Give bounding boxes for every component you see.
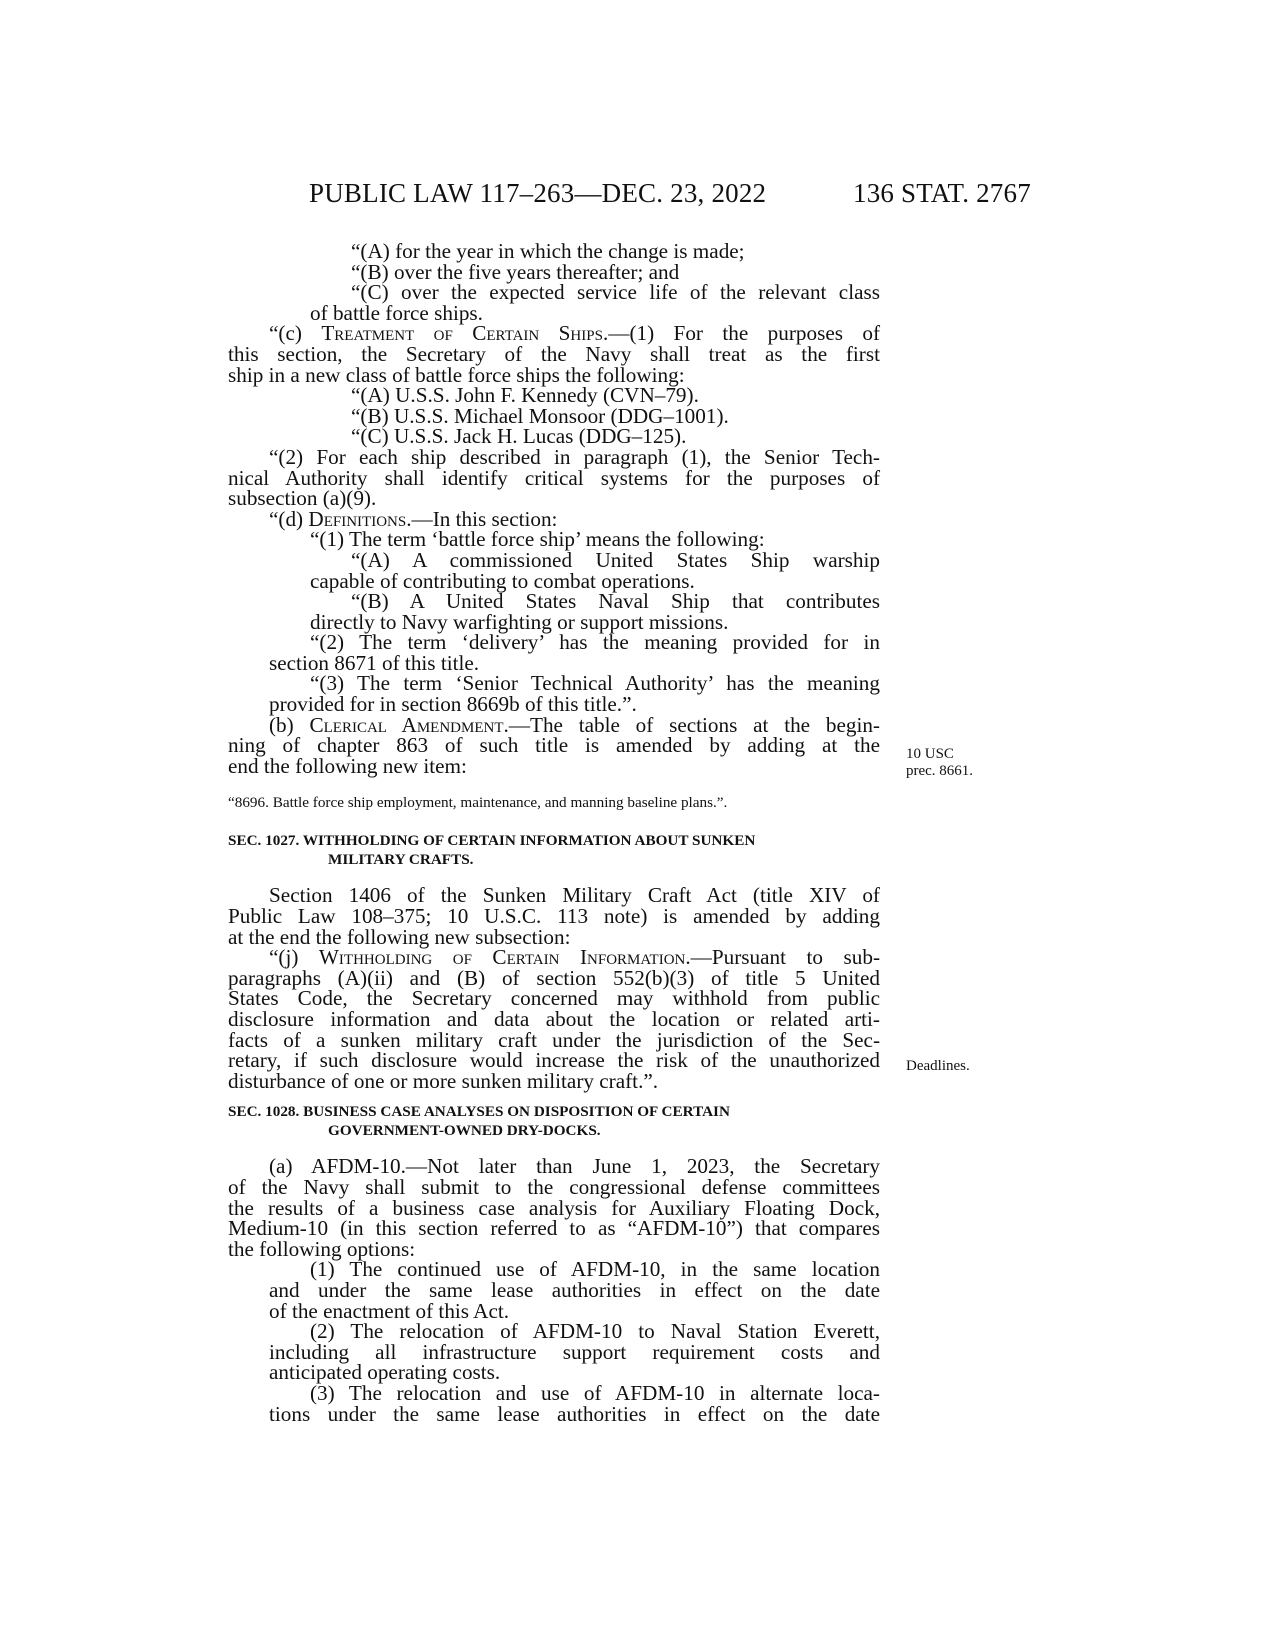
section-heading-line: MILITARY CRAFTS.: [328, 850, 474, 868]
text-segment: “(j): [269, 945, 319, 970]
text-segment: .—In this section:: [406, 506, 558, 531]
text-line: “(1) The term ‘battle force ship’ means the following:: [310, 527, 765, 552]
text-line: directly to Navy warfighting or support missions.: [310, 609, 729, 634]
text-line: at the end the following new subsection:: [228, 924, 571, 949]
subsection-heading-line: [228, 506, 880, 531]
running-header-page: 136 STAT. 2767: [853, 178, 1031, 208]
text-line: States Code, the Secretary concerned may withhold from public: [228, 986, 880, 1011]
text-segment: “(d): [269, 506, 309, 531]
text-segment: (b): [269, 712, 310, 737]
margin-note-usc-line2: prec. 8661.: [906, 763, 974, 779]
text-line: “(B) A United States Naval Ship that contributes: [351, 589, 880, 614]
text-line: capable of contributing to combat operations.: [310, 568, 695, 593]
text-line: ship in a new class of battle force ships the following:: [228, 362, 685, 387]
text-line: “(B) over the five years thereafter; and: [351, 259, 680, 284]
text-line: “(A) for the year in which the change is made;: [351, 239, 745, 263]
text-line: end the following new item:: [228, 753, 467, 778]
text-line: including all infrastructure support requirement costs and: [269, 1339, 880, 1364]
text-line: this section, the Secretary of the Navy shall treat as the first: [228, 341, 880, 366]
text-segment: .—(1) For the purposes of: [602, 321, 881, 346]
section-heading-line: SEC. 1027. WITHHOLDING OF CERTAIN INFORMATION ABOUT SUNKEN: [228, 832, 756, 850]
text-line: disturbance of one or more sunken military craft.”.: [228, 1068, 659, 1093]
document-body: [228, 241, 880, 1424]
subsection-heading: Clerical Amendment: [309, 712, 504, 737]
text-line: “(C) over the expected service life of the relevant class: [351, 280, 880, 305]
text-line: Medium-10 (in this section referred to as “AFDM-10”) that compares: [228, 1216, 880, 1241]
text-segment: “(c): [269, 321, 322, 346]
text-line: subsection (a)(9).: [228, 486, 377, 511]
text-line: Public Law 108–375; 10 U.S.C. 113 note) is amended by adding: [228, 904, 880, 929]
subsection-heading-line: [228, 712, 880, 737]
text-line: of the Navy shall submit to the congressional defense committees: [228, 1174, 880, 1199]
text-line: paragraphs (A)(ii) and (B) of section 552(b)(3) of title 5 United: [228, 965, 880, 990]
text-line: anticipated operating costs.: [269, 1360, 501, 1385]
text-line: (1) The continued use of AFDM-10, in the same location: [310, 1257, 880, 1282]
text-line: section 8671 of this title.: [269, 650, 480, 675]
text-line: “(2) The term ‘delivery’ has the meaning provided for in: [310, 630, 880, 655]
subsection-heading: Withholding of Certain Information: [318, 945, 686, 970]
margin-note-deadlines: Deadlines.: [906, 1058, 970, 1074]
text-line: nical Authority shall identify critical systems for the purposes of: [228, 465, 880, 490]
subsection-heading-line: [228, 947, 880, 968]
section-1028-heading: [228, 1103, 880, 1140]
text-line: “(3) The term ‘Senior Technical Authority’ has the meaning: [310, 671, 880, 696]
margin-note-usc-line1: 10 USC: [906, 746, 954, 762]
text-line: tions under the same lease authorities in effect on the date: [269, 1401, 880, 1426]
text-segment: .—The table of sections at the begin-: [503, 712, 880, 737]
text-line: of the enactment of this Act.: [269, 1298, 510, 1323]
text-segment: .—Pursuant to sub-: [685, 945, 881, 970]
text-line: (a) AFDM-10.—Not later than June 1, 2023, the Secretary: [269, 1154, 880, 1179]
text-line: Section 1406 of the Sunken Military Craft Act (title XIV of: [269, 883, 880, 908]
table-of-sections-item: “8696. Battle force ship employment, maintenance, and manning baseline plans.”.: [228, 794, 728, 812]
text-line: retary, if such disclosure would increase the risk of the unauthorized: [228, 1048, 880, 1073]
text-line: the results of a business case analysis for Auxiliary Floating Dock,: [228, 1195, 880, 1220]
text-line: “(B) U.S.S. Michael Monsoor (DDG–1001).: [351, 403, 729, 428]
subsection-heading-line: [228, 323, 880, 344]
text-line: and under the same lease authorities in effect on the date: [269, 1277, 880, 1302]
text-line: “(A) A commissioned United States Ship warship: [351, 547, 880, 572]
text-line: “(A) U.S.S. John F. Kennedy (CVN–79).: [351, 383, 699, 408]
section-heading-line: SEC. 1028. BUSINESS CASE ANALYSES ON DISPOSITION OF CERTAIN: [228, 1103, 730, 1121]
subsection-heading: Treatment of Certain Ships: [321, 321, 603, 346]
text-line: (3) The relocation and use of AFDM-10 in alternate loca-: [310, 1380, 880, 1405]
section-1027-heading: [228, 832, 880, 869]
text-line: “(2) For each ship described in paragraph (1), the Senior Tech-: [269, 444, 880, 469]
text-line: the following options:: [228, 1236, 416, 1261]
margin-note-usc: [906, 746, 973, 780]
section-heading-line: GOVERNMENT-OWNED DRY-DOCKS.: [328, 1121, 601, 1139]
text-line: (2) The relocation of AFDM-10 to Naval Station Everett,: [310, 1319, 880, 1344]
text-line: facts of a sunken military craft under the jurisdiction of the Sec-: [228, 1027, 880, 1052]
running-header-title: PUBLIC LAW 117–263—DEC. 23, 2022: [309, 178, 767, 208]
text-line: disclosure information and data about the location or related arti-: [228, 1007, 880, 1031]
subsection-heading: Definitions: [308, 506, 407, 531]
text-line: ning of chapter 863 of such title is amended by adding at the: [228, 733, 880, 758]
text-line: “(C) U.S.S. Jack H. Lucas (DDG–125).: [351, 424, 687, 449]
text-line: provided for in section 8669b of this title.”.: [269, 692, 637, 717]
text-line: of battle force ships.: [310, 300, 483, 325]
